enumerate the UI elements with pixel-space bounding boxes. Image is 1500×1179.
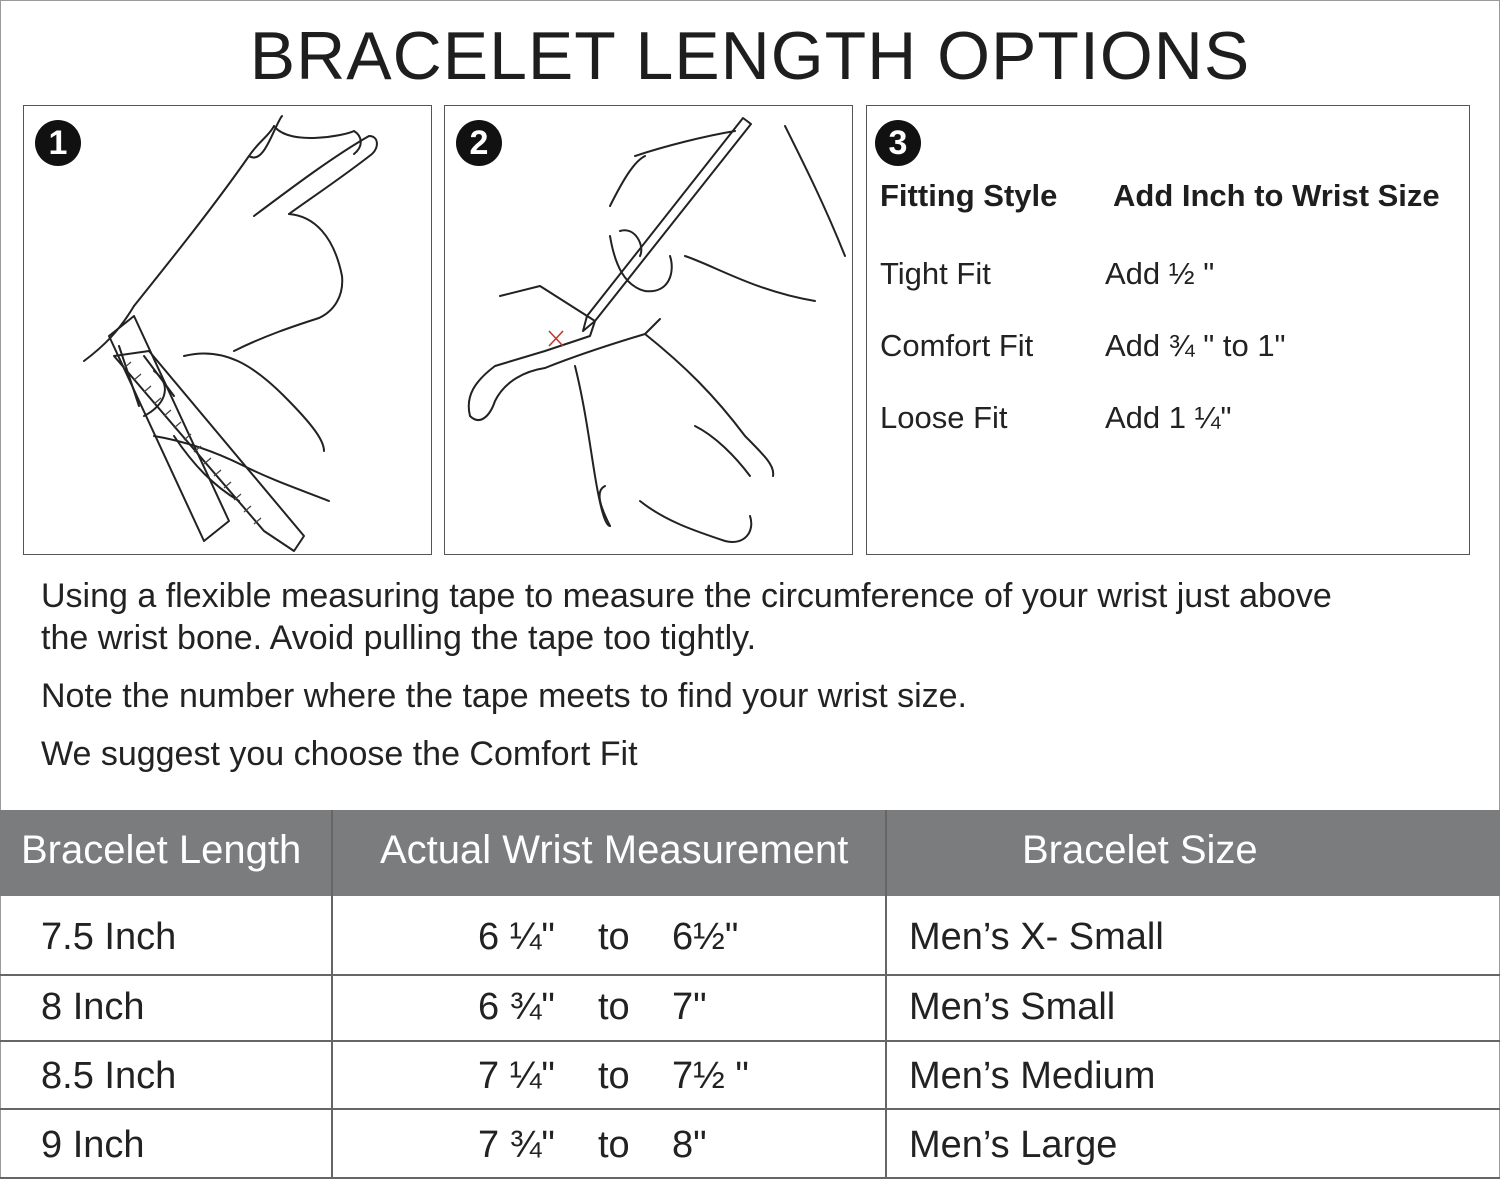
- row-divider: [0, 1177, 1500, 1179]
- row-4-to: 8": [672, 1124, 707, 1166]
- step-2-panel: [444, 105, 853, 555]
- row-4-size: Men’s Large: [909, 1124, 1118, 1166]
- page-title: BRACELET LENGTH OPTIONS: [249, 18, 1251, 94]
- header-wrist-measurement: Actual Wrist Measurement: [380, 828, 849, 872]
- column-divider: [885, 810, 887, 1179]
- row-2-to-word: to: [598, 986, 630, 1028]
- row-3-size: Men’s Medium: [909, 1055, 1156, 1097]
- row-2-from: 6 ¾": [478, 986, 555, 1028]
- row-4-to-word: to: [598, 1124, 630, 1166]
- comfort-fit-label: Comfort Fit: [880, 328, 1034, 363]
- tight-fit-label: Tight Fit: [880, 256, 991, 291]
- column-divider: [331, 810, 333, 1179]
- header-bracelet-size: Bracelet Size: [1022, 828, 1258, 872]
- row-3-from: 7 ¼": [478, 1055, 555, 1097]
- row-3-to: 7½ ": [672, 1055, 749, 1097]
- size-table: [0, 810, 1500, 1179]
- row-4-length: 9 Inch: [41, 1124, 145, 1166]
- step-3-badge: 3: [875, 120, 921, 166]
- instruction-line-3: Note the number where the tape meets to find your wrist size.: [41, 677, 968, 715]
- loose-fit-value: Add 1 ¼": [1105, 400, 1232, 435]
- row-4-from: 7 ¾": [478, 1124, 555, 1166]
- step-2-badge: 2: [456, 120, 502, 166]
- row-divider: [0, 1108, 1500, 1110]
- row-1-from: 6 ¼": [478, 916, 555, 958]
- add-inch-header: Add Inch to Wrist Size: [1113, 178, 1440, 213]
- row-2-length: 8 Inch: [41, 986, 145, 1028]
- row-2-size: Men’s Small: [909, 986, 1116, 1028]
- step-1-panel: [23, 105, 432, 555]
- instruction-line-1: Using a flexible measuring tape to measure the circumference of your wrist just above: [41, 577, 1332, 615]
- wrap-tape-illustration: [24, 106, 433, 556]
- row-1-to: 6½": [672, 916, 739, 958]
- row-divider: [0, 1040, 1500, 1042]
- instruction-line-4: We suggest you choose the Comfort Fit: [41, 735, 638, 773]
- header-bracelet-length: Bracelet Length: [21, 828, 302, 872]
- row-divider: [0, 974, 1500, 976]
- tight-fit-value: Add ½ ": [1105, 256, 1215, 291]
- comfort-fit-value: Add ¾ " to 1": [1105, 328, 1286, 363]
- row-1-to-word: to: [598, 916, 630, 958]
- row-1-size: Men’s X- Small: [909, 916, 1164, 958]
- mark-tape-illustration: [445, 106, 854, 556]
- row-3-to-word: to: [598, 1055, 630, 1097]
- row-2-to: 7": [672, 986, 707, 1028]
- row-1-length: 7.5 Inch: [41, 916, 177, 958]
- step-1-badge: 1: [35, 120, 81, 166]
- fitting-style-header: Fitting Style: [880, 178, 1058, 213]
- row-3-length: 8.5 Inch: [41, 1055, 177, 1097]
- instruction-line-2: the wrist bone. Avoid pulling the tape too tightly.: [41, 619, 757, 657]
- step-3-panel: [866, 105, 1470, 555]
- loose-fit-label: Loose Fit: [880, 400, 1008, 435]
